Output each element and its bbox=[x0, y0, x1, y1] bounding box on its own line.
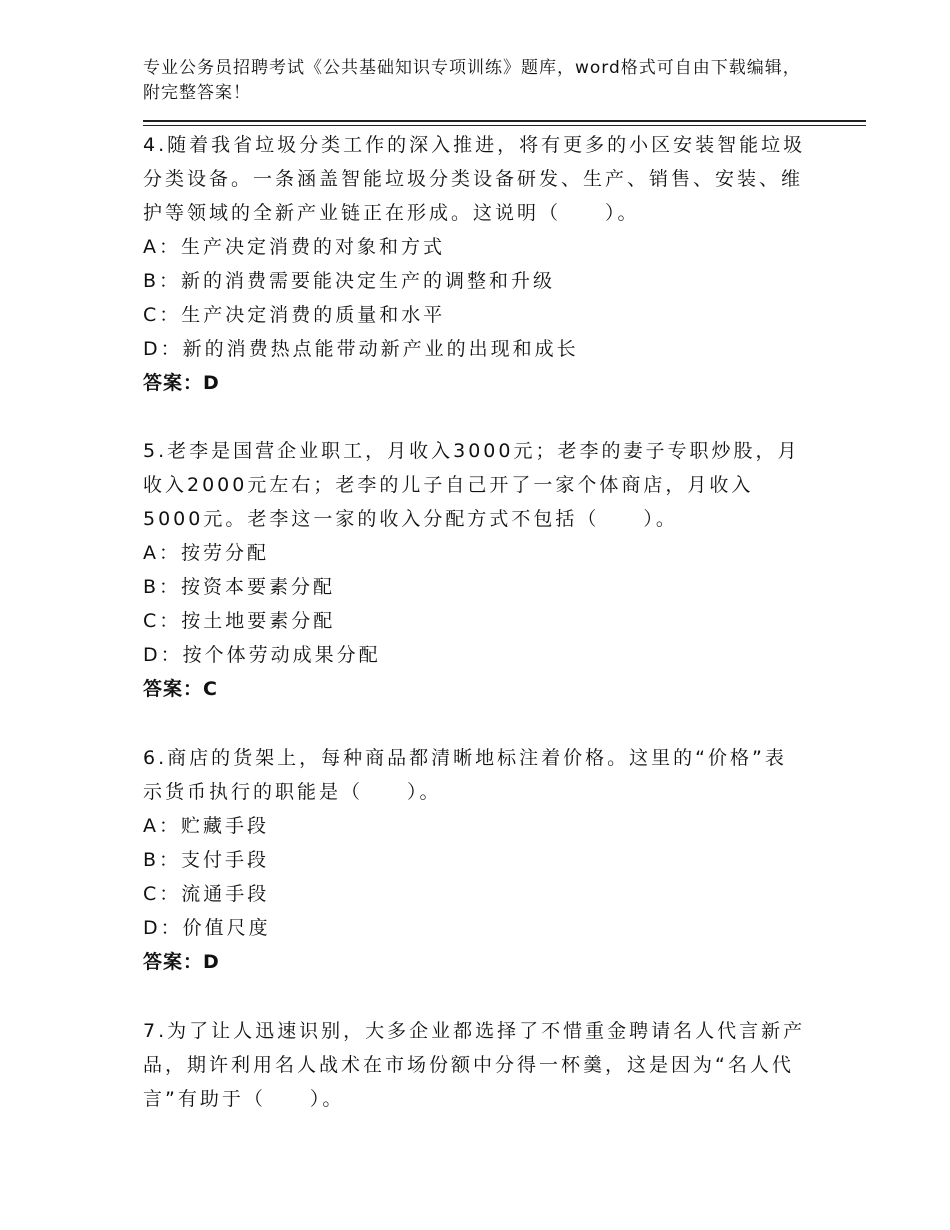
option-b: B：按资本要素分配 bbox=[143, 576, 336, 598]
option-d: D：价值尺度 bbox=[143, 917, 271, 939]
option-c: C：按土地要素分配 bbox=[143, 610, 336, 632]
question-stem: 5.老李是国营企业职工，月收入3000元；老李的妻子专职炒股，月收入2000元左右；老李的儿子自己开了一家个体商店，月收入5000元。老李这一家的收入分配方式不包括（ ）。 bbox=[143, 440, 800, 530]
option-a: A：贮藏手段 bbox=[143, 815, 269, 837]
question-6 bbox=[143, 741, 808, 979]
option-a: A：生产决定消费的对象和方式 bbox=[143, 236, 445, 258]
question-stem: 7.为了让人迅速识别，大多企业都选择了不惜重金聘请名人代言新产品，期许利用名人战术在市场份额中分得一杯羹，这是因为“名人代言”有助于（ ）。 bbox=[143, 1020, 806, 1110]
document-header: 专业公务员招聘考试《公共基础知识专项训练》题库，word格式可自由下载编辑，附完整答案！ bbox=[143, 58, 801, 103]
question-7 bbox=[143, 1014, 808, 1116]
option-a: A：按劳分配 bbox=[143, 542, 269, 564]
header-rule-thick bbox=[143, 120, 866, 122]
option-b: B：支付手段 bbox=[143, 849, 270, 871]
option-b: B：新的消费需要能决定生产的调整和升级 bbox=[143, 270, 556, 292]
question-4 bbox=[143, 128, 808, 400]
question-5 bbox=[143, 434, 808, 706]
option-d: D：按个体劳动成果分配 bbox=[143, 644, 381, 666]
answer: 答案：D bbox=[143, 951, 220, 973]
question-stem: 4.随着我省垃圾分类工作的深入推进，将有更多的小区安装智能垃圾分类设备。一条涵盖智能垃圾分类设备研发、生产、销售、安装、维护等领域的全新产业链正在形成。这说明（ ）。 bbox=[143, 134, 806, 224]
header-rule-thin bbox=[143, 125, 866, 126]
option-c: C：生产决定消费的质量和水平 bbox=[143, 304, 446, 326]
option-c: C：流通手段 bbox=[143, 883, 270, 905]
answer: 答案：C bbox=[143, 678, 218, 700]
option-d: D：新的消费热点能带动新产业的出现和成长 bbox=[143, 338, 579, 360]
answer: 答案：D bbox=[143, 372, 220, 394]
question-stem: 6.商店的货架上，每种商品都清晰地标注着价格。这里的“价格”表示货币执行的职能是（ ）。 bbox=[143, 747, 787, 803]
